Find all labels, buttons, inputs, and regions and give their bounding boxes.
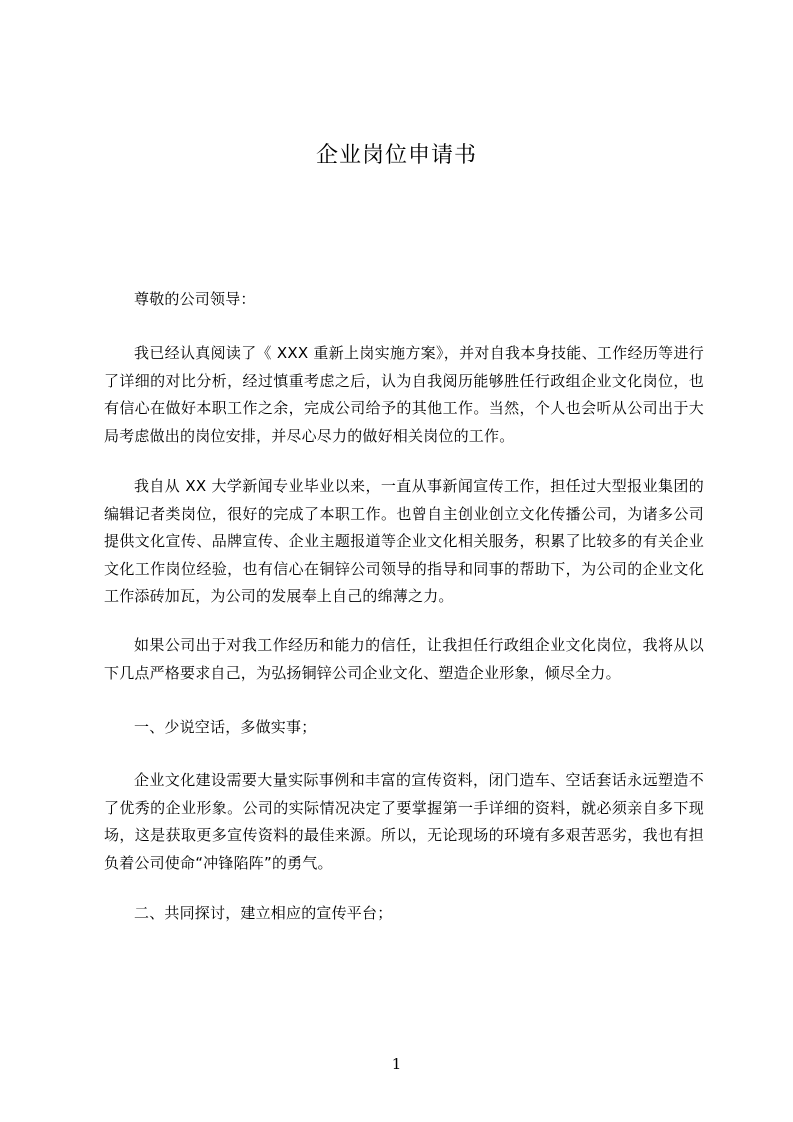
paragraph-1-text: 我已经认真阅读了《 XXX 重新上岗实施方案》，并对自我本身技能、工作经历等进行了详细的对比分析，经过慎重考虑之后，认为自我阅历能够胜任行政组企业文化岗位，也有信心在做好本职工作之余，完成公司给予的其他工作。当然，个人也会听从公司出于大局考虑做出的岗位安排，并尽心尽力的做好相关岗位的工作。 xyxy=(104,344,704,445)
section-heading-2-text: 二、共同探讨，建立相应的宣传平台； xyxy=(134,904,393,922)
paragraph-3 xyxy=(104,632,704,687)
document-title: 企业岗位申请书 xyxy=(315,143,477,168)
section-heading-1-text: 一、少说空话，多做实事； xyxy=(134,718,317,736)
section-heading-1 xyxy=(104,714,704,742)
paragraph-2 xyxy=(104,473,704,611)
page-number: 1 xyxy=(391,1055,402,1073)
paragraph-3-text: 如果公司出于对我工作经历和能力的信任，让我担任行政组企业文化岗位，我将从以下几点严格要求自己，为弘扬铜锌公司企业文化、塑造企业形象，倾尽全力。 xyxy=(104,636,704,682)
paragraph-2-text: 我自从 XX 大学新闻专业毕业以来，一直从事新闻宣传工作，担任过大型报业集团的编辑记者类岗位，很好的完成了本职工作。也曾自主创业创立文化传播公司，为诸多公司提供文化宣传、品牌宣传、企业主题报道等企业文化相关服务，积累了比较多的有关企业文化工作岗位经验，也有信心在铜锌公司领导的指导和同事的帮助下，为公司的企业文化工作添砖加瓦，为公司的发展奉上自己的绵薄之力。 xyxy=(104,477,704,605)
salutation-text: 尊敬的公司领导： xyxy=(134,290,256,308)
paragraph-4 xyxy=(104,767,704,877)
paragraph-4-text: 企业文化建设需要大量实际事例和丰富的宣传资料，闭门造车、空话套话永远塑造不了优秀的企业形象。公司的实际情况决定了要掌握第一手详细的资料，就必须亲自多下现场，这是获取更多宣传资料的最佳来源。所以，无论现场的环境有多艰苦恶劣，我也有担负着公司使命“冲锋陷阵”的勇气。 xyxy=(104,771,704,872)
section-heading-2 xyxy=(104,900,704,928)
paragraph-1 xyxy=(104,340,704,450)
salutation xyxy=(104,286,704,314)
